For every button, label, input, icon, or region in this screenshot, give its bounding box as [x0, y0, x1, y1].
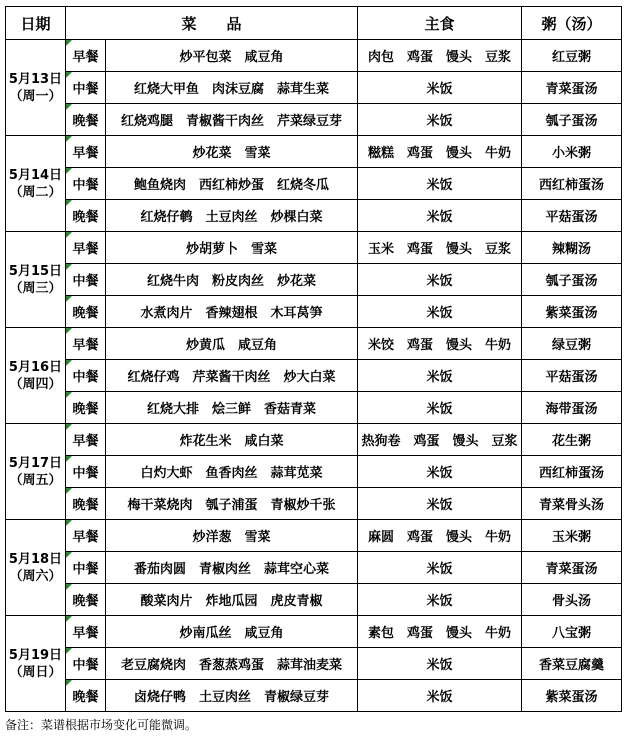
- meal-label: 早餐: [66, 328, 106, 360]
- day-date: 5月18日: [8, 551, 63, 567]
- staple-cell: 米饺 鸡蛋 馒头 牛奶: [358, 328, 522, 360]
- soup-cell: 辣糊汤: [522, 232, 622, 264]
- staple-cell: 糍糕 鸡蛋 馒头 牛奶: [358, 136, 522, 168]
- meal-row: [6, 392, 622, 424]
- soup-cell: 瓠子蛋汤: [522, 104, 622, 136]
- dishes-cell: 红烧大排 烩三鲜 香菇青菜: [106, 392, 358, 424]
- dishes-cell: 卤烧仔鸭 土豆肉丝 青椒绿豆芽: [106, 680, 358, 712]
- meal-label: 中餐: [66, 168, 106, 200]
- soup-cell: 平菇蛋汤: [522, 200, 622, 232]
- staple-cell: 米饭: [358, 584, 522, 616]
- dishes-cell: 炒洋葱 雪菜: [106, 520, 358, 552]
- menu-body: [6, 40, 622, 712]
- soup-cell: 西红柿蛋汤: [522, 168, 622, 200]
- staple-cell: 玉米 鸡蛋 馒头 豆浆: [358, 232, 522, 264]
- header-staple: 主食: [358, 7, 522, 40]
- dishes-cell: 炒平包菜 咸豆角: [106, 40, 358, 72]
- staple-cell: 米饭: [358, 456, 522, 488]
- soup-cell: 紫菜蛋汤: [522, 680, 622, 712]
- staple-cell: 麻圆 鸡蛋 馒头 牛奶: [358, 520, 522, 552]
- meal-row: [6, 296, 622, 328]
- meal-row: [6, 520, 622, 552]
- day-cell: [6, 232, 66, 328]
- day-cell: [6, 328, 66, 424]
- meal-row: [6, 424, 622, 456]
- meal-label: 中餐: [66, 264, 106, 296]
- meal-label: 晚餐: [66, 200, 106, 232]
- dishes-cell: 红烧仔鸡 芹菜酱干肉丝 炒大白菜: [106, 360, 358, 392]
- day-cell: [6, 424, 66, 520]
- staple-cell: 米饭: [358, 488, 522, 520]
- meal-row: [6, 616, 622, 648]
- day-date: 5月13日: [8, 71, 63, 87]
- day-weekday: （周日）: [9, 664, 62, 680]
- meal-label: 晚餐: [66, 488, 106, 520]
- staple-cell: 素包 鸡蛋 馒头 牛奶: [358, 616, 522, 648]
- day-weekday: （周三）: [9, 280, 62, 296]
- staple-cell: 米饭: [358, 552, 522, 584]
- soup-cell: 瓠子蛋汤: [522, 264, 622, 296]
- dishes-cell: 炸花生米 咸白菜: [106, 424, 358, 456]
- soup-cell: 小米粥: [522, 136, 622, 168]
- dishes-cell: 炒南瓜丝 咸豆角: [106, 616, 358, 648]
- weekly-menu-table: [5, 6, 622, 712]
- dishes-cell: 水煮肉片 香辣翅根 木耳莴笋: [106, 296, 358, 328]
- meal-label: 中餐: [66, 648, 106, 680]
- staple-cell: 米饭: [358, 104, 522, 136]
- dishes-cell: 红烧鸡腿 青椒酱干肉丝 芹菜绿豆芽: [106, 104, 358, 136]
- dishes-cell: 红烧仔鹌 土豆肉丝 炒棵白菜: [106, 200, 358, 232]
- meal-row: [6, 552, 622, 584]
- meal-row: [6, 136, 622, 168]
- meal-label: 早餐: [66, 136, 106, 168]
- meal-label: 早餐: [66, 520, 106, 552]
- meal-row: [6, 72, 622, 104]
- soup-cell: 绿豆粥: [522, 328, 622, 360]
- header-date: 日期: [6, 7, 66, 40]
- meal-row: [6, 680, 622, 712]
- meal-label: 早餐: [66, 232, 106, 264]
- day-cell: [6, 520, 66, 616]
- soup-cell: 青菜蛋汤: [522, 552, 622, 584]
- soup-cell: 西红柿蛋汤: [522, 456, 622, 488]
- soup-cell: 青菜骨头汤: [522, 488, 622, 520]
- dishes-cell: 番茄肉圆 青椒肉丝 蒜茸空心菜: [106, 552, 358, 584]
- footnote: 备注：菜谱根据市场变化可能微调。: [5, 718, 198, 732]
- soup-cell: 青菜蛋汤: [522, 72, 622, 104]
- day-date: 5月19日: [8, 647, 63, 663]
- day-cell: [6, 136, 66, 232]
- meal-label: 晚餐: [66, 584, 106, 616]
- meal-label: 中餐: [66, 552, 106, 584]
- dishes-cell: 红烧大甲鱼 肉沫豆腐 蒜茸生菜: [106, 72, 358, 104]
- meal-row: [6, 40, 622, 72]
- soup-cell: 紫菜蛋汤: [522, 296, 622, 328]
- header-soup: 粥（汤）: [522, 7, 622, 40]
- meal-row: [6, 328, 622, 360]
- meal-label: 晚餐: [66, 680, 106, 712]
- soup-cell: 香菜豆腐羹: [522, 648, 622, 680]
- meal-row: [6, 360, 622, 392]
- header-dishes: 菜 品: [66, 7, 358, 40]
- meal-label: 中餐: [66, 72, 106, 104]
- day-cell: [6, 616, 66, 712]
- dishes-cell: 炒黄瓜 咸豆角: [106, 328, 358, 360]
- day-date: 5月15日: [8, 263, 63, 279]
- soup-cell: 海带蛋汤: [522, 392, 622, 424]
- meal-row: [6, 488, 622, 520]
- dishes-cell: 老豆腐烧肉 香葱蒸鸡蛋 蒜茸油麦菜: [106, 648, 358, 680]
- dishes-cell: 炒花菜 雪菜: [106, 136, 358, 168]
- staple-cell: 米饭: [358, 648, 522, 680]
- staple-cell: 米饭: [358, 360, 522, 392]
- staple-cell: 米饭: [358, 72, 522, 104]
- staple-cell: 米饭: [358, 168, 522, 200]
- staple-cell: 热狗卷 鸡蛋 馒头 豆浆: [358, 424, 522, 456]
- day-weekday: （周二）: [9, 184, 62, 200]
- meal-row: [6, 456, 622, 488]
- soup-cell: 骨头汤: [522, 584, 622, 616]
- meal-label: 晚餐: [66, 296, 106, 328]
- staple-cell: 米饭: [358, 200, 522, 232]
- day-cell: [6, 40, 66, 136]
- dishes-cell: 炒胡萝卜 雪菜: [106, 232, 358, 264]
- dishes-cell: 红烧牛肉 粉皮肉丝 炒花菜: [106, 264, 358, 296]
- dishes-cell: 梅干菜烧肉 瓠子浦蛋 青椒炒千张: [106, 488, 358, 520]
- day-weekday: （周五）: [9, 472, 62, 488]
- meal-label: 晚餐: [66, 392, 106, 424]
- day-weekday: （周六）: [9, 568, 62, 584]
- meal-label: 中餐: [66, 456, 106, 488]
- header-row: [6, 7, 622, 40]
- meal-label: 早餐: [66, 616, 106, 648]
- meal-label: 晚餐: [66, 104, 106, 136]
- dishes-cell: 酸菜肉片 炸地瓜园 虎皮青椒: [106, 584, 358, 616]
- dishes-cell: 白灼大虾 鱼香肉丝 蒜茸苋菜: [106, 456, 358, 488]
- day-date: 5月17日: [8, 455, 63, 471]
- staple-cell: 米饭: [358, 296, 522, 328]
- staple-cell: 米饭: [358, 392, 522, 424]
- soup-cell: 红豆粥: [522, 40, 622, 72]
- staple-cell: 米饭: [358, 680, 522, 712]
- meal-row: [6, 104, 622, 136]
- meal-label: 早餐: [66, 424, 106, 456]
- meal-row: [6, 200, 622, 232]
- meal-label: 中餐: [66, 360, 106, 392]
- meal-row: [6, 648, 622, 680]
- day-date: 5月14日: [8, 167, 63, 183]
- day-weekday: （周一）: [9, 88, 62, 104]
- meal-row: [6, 584, 622, 616]
- meal-label: 早餐: [66, 40, 106, 72]
- staple-cell: 肉包 鸡蛋 馒头 豆浆: [358, 40, 522, 72]
- meal-row: [6, 264, 622, 296]
- soup-cell: 平菇蛋汤: [522, 360, 622, 392]
- staple-cell: 米饭: [358, 264, 522, 296]
- dishes-cell: 鲍鱼烧肉 西红柿炒蛋 红烧冬瓜: [106, 168, 358, 200]
- soup-cell: 玉米粥: [522, 520, 622, 552]
- soup-cell: 花生粥: [522, 424, 622, 456]
- meal-row: [6, 168, 622, 200]
- day-weekday: （周四）: [9, 376, 62, 392]
- meal-row: [6, 232, 622, 264]
- soup-cell: 八宝粥: [522, 616, 622, 648]
- day-date: 5月16日: [8, 359, 63, 375]
